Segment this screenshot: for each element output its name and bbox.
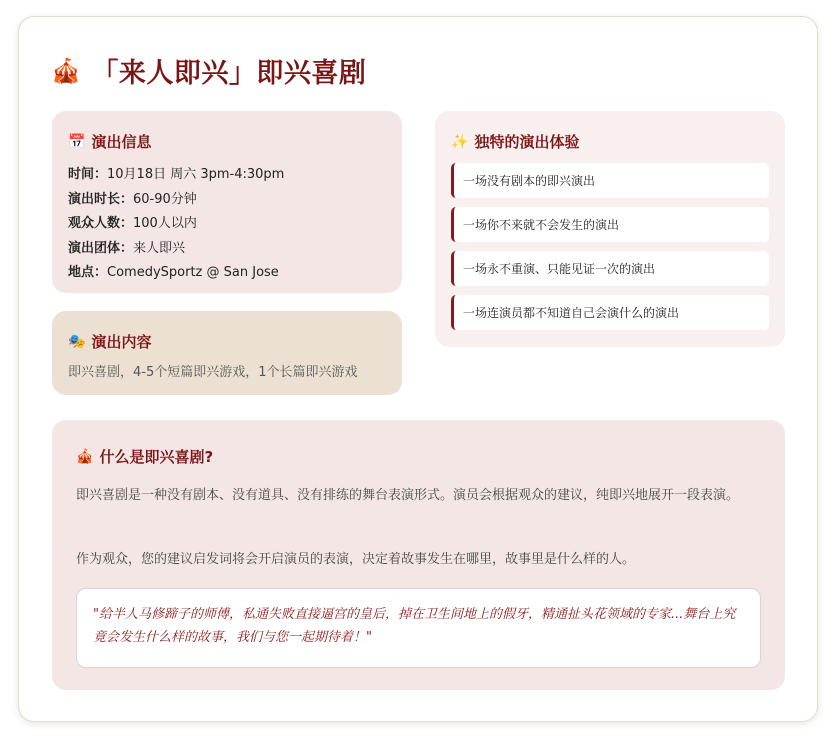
circus-tent-icon: 🎪 [76, 448, 94, 465]
info-line-troupe [68, 237, 284, 262]
info-key: 演出时长： [68, 191, 134, 207]
info-key: 时间： [68, 167, 108, 182]
info-value: ComedySportz @ San Jose [107, 265, 279, 280]
about-panel [52, 420, 785, 690]
info-key: 观众人数： [68, 216, 134, 231]
info-value: 60-90分钟 [133, 191, 197, 207]
experience-item: 一场永不重演、只能见证一次的演出 [451, 251, 769, 286]
experience-item: 一场连演员都不知道自己会演什么的演出 [451, 295, 769, 330]
experience-item: 一场你不来就不会发生的演出 [451, 207, 769, 242]
about-paragraph: 作为观众，您的建议启发词将会开启演员的表演，决定着故事发生在哪里，故事里是什么样的人。 [76, 552, 636, 567]
show-content-title-text: 演出内容 [91, 333, 152, 351]
theater-masks-icon: 🎭 [68, 333, 86, 350]
show-info-panel [52, 111, 402, 293]
experience-title [451, 131, 579, 152]
info-value: 10月18日 周六 3pm-4:30pm [107, 167, 285, 182]
info-line-audience [68, 212, 284, 237]
page-title [51, 51, 366, 90]
sparkles-icon: ✨ [451, 133, 469, 150]
info-line-location [68, 261, 284, 286]
info-value: 100人以内 [133, 216, 197, 231]
calendar-icon: 📅 [68, 133, 86, 150]
show-content-panel [52, 311, 402, 395]
about-paragraph: 即兴喜剧是一种没有剧本、没有道具、没有排练的舞台表演形式。演员会根据观众的建议，纯即兴地展开一段表演。 [76, 488, 740, 503]
info-line-duration [68, 188, 284, 213]
show-content-title [68, 331, 151, 352]
event-card [18, 16, 818, 722]
show-info-title [68, 131, 151, 152]
show-content-text: 即兴喜剧，4-5个短篇即兴游戏，1个长篇即兴游戏 [68, 365, 358, 380]
about-title [76, 446, 213, 467]
circus-tent-icon: 🎪 [51, 56, 82, 85]
experience-title-text: 独特的演出体验 [474, 133, 580, 151]
show-info-title-text: 演出信息 [91, 133, 152, 151]
show-info-list [68, 163, 284, 286]
info-value: 来人即兴 [133, 240, 186, 256]
experience-panel [435, 111, 785, 347]
about-title-text: 什么是即兴喜剧? [99, 448, 214, 466]
experience-item: 一场没有剧本的即兴演出 [451, 163, 769, 198]
suggestion-quote: "给半人马修蹄子的师傅，私通失败直接逼宫的皇后，掉在卫生间地上的假牙，精通扯头花领域的专家...舞台上究竟会发生什么样的故事，我们与您一起期待着！" [76, 588, 761, 668]
info-key: 演出团体： [68, 240, 134, 256]
page-title-text: 「来人即兴」即兴喜剧 [91, 58, 367, 89]
info-line-time [68, 163, 284, 188]
experience-list [451, 163, 769, 339]
info-key: 地点： [68, 265, 108, 280]
